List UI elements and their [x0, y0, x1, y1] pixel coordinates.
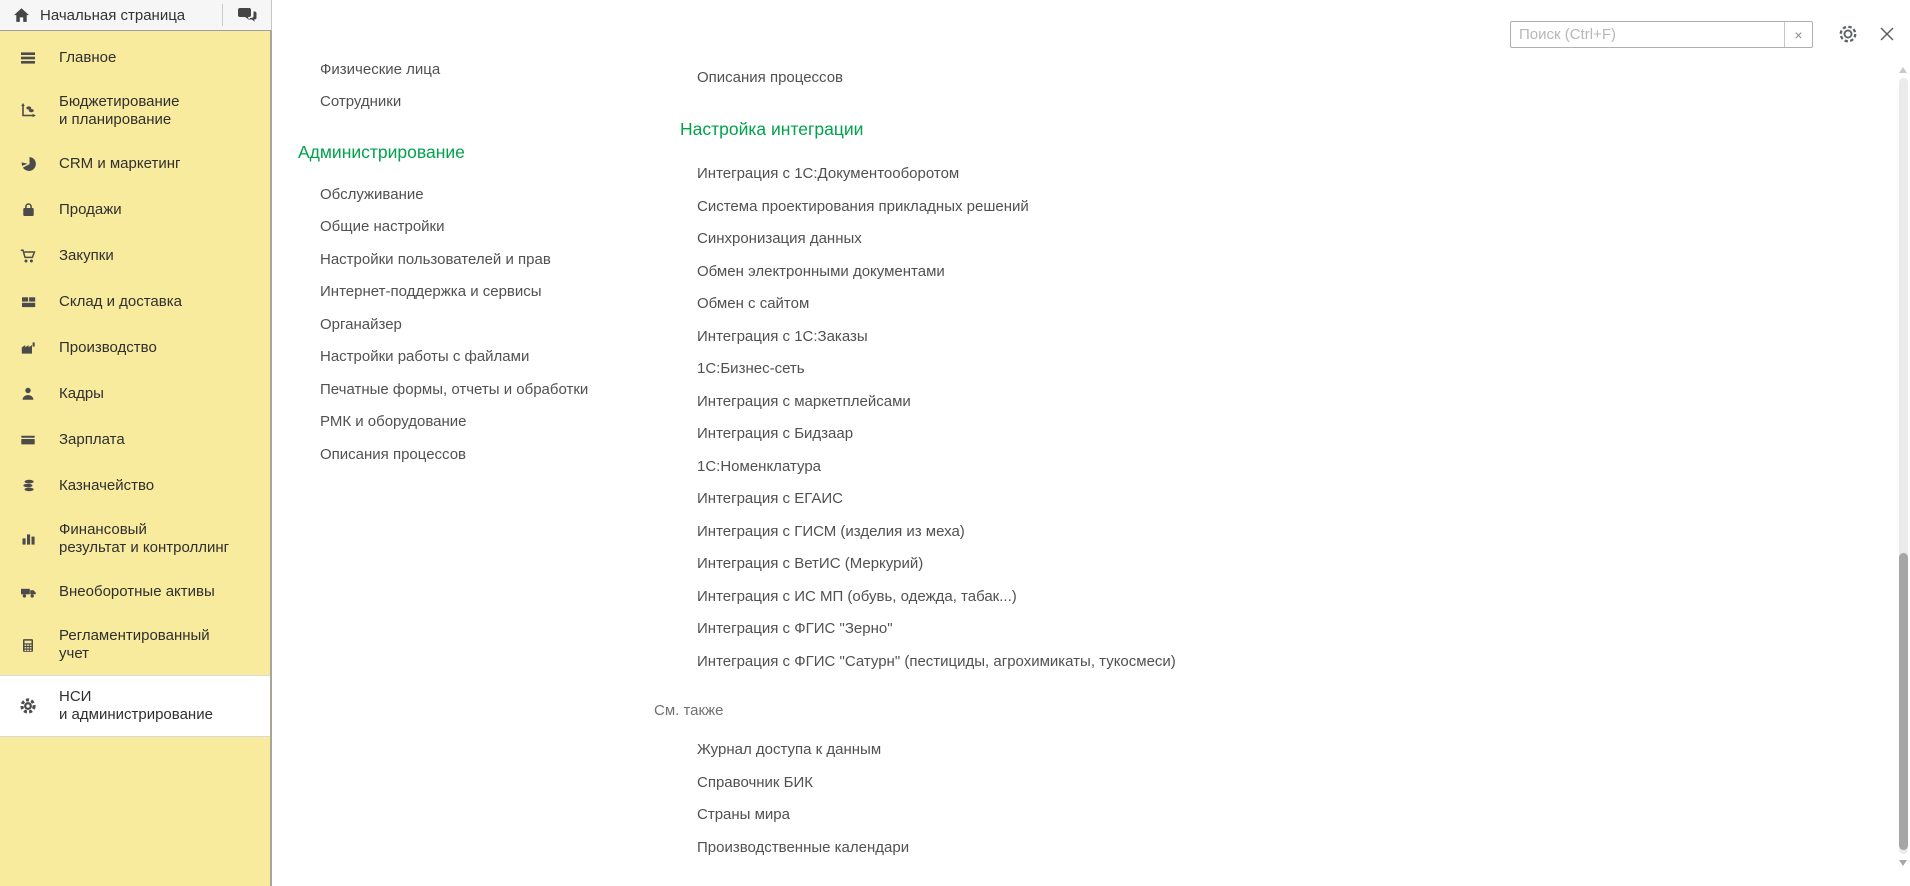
sidebar-item-fixed-assets[interactable] — [0, 569, 270, 615]
coins-icon — [16, 478, 40, 494]
menu-item[interactable]: Интеграция с 1С:Заказы — [697, 327, 868, 345]
menu-item[interactable]: Описания процессов — [320, 445, 467, 463]
menu-item[interactable]: Общие настройки — [320, 218, 445, 236]
sidebar-item-financial-result-controlling[interactable] — [0, 509, 270, 569]
menu-item[interactable]: Настройки пользователей и прав — [320, 250, 551, 268]
settings-gear-button[interactable] — [1833, 20, 1863, 48]
sidebar-item-label: Закупки — [59, 247, 114, 264]
search-clear-button[interactable]: × — [1784, 22, 1812, 47]
sidebar-item-warehouse-delivery[interactable] — [0, 279, 270, 325]
warehouse-icon — [16, 294, 40, 310]
person-icon — [16, 386, 40, 402]
column-integration — [654, 61, 1634, 864]
sidebar-item-label: Зарплата — [59, 431, 125, 448]
gear-outline-icon — [1837, 23, 1859, 45]
menu-item[interactable]: Обмен с сайтом — [697, 295, 810, 313]
menu-item[interactable]: Интеграция с ФГИС "Сатурн" (пестициды, агрохимикаты, тукосмеси) — [697, 652, 1176, 670]
menu-item[interactable]: 1С:Номенклатура — [697, 457, 822, 475]
menu-search-box — [1510, 21, 1813, 48]
cart-icon — [16, 248, 40, 264]
sidebar-item-label: Продажи — [59, 201, 122, 218]
menu-item[interactable]: Справочник БИК — [697, 773, 814, 791]
sidebar-item-main[interactable] — [0, 35, 270, 81]
menu-item[interactable]: Физические лица — [320, 60, 441, 78]
sidebar-item-label: Финансовый результат и контроллинг — [59, 521, 230, 556]
menu-item[interactable]: РМК и оборудование — [320, 413, 467, 431]
sidebar-item-regulated-accounting[interactable] — [0, 615, 270, 675]
menu-item[interactable]: 1С:Бизнес-сеть — [697, 360, 805, 378]
pie-chart-icon — [16, 156, 40, 172]
sidebar-item-hr[interactable] — [0, 371, 270, 417]
menu-item[interactable]: Интеграция с Бидзаар — [697, 425, 854, 443]
menu-item[interactable]: Интернет-поддержка и сервисы — [320, 283, 542, 301]
menu-item[interactable]: Интеграция с ЕГАИС — [697, 490, 843, 508]
menu-item[interactable]: Обмен электронными документами — [697, 262, 945, 280]
sidebar-item-label: Внеоборотные активы — [59, 583, 215, 600]
menu-item[interactable]: Настройки работы с файлами — [320, 348, 530, 366]
menu-item[interactable]: Интеграция с ФГИС "Зерно" — [697, 620, 893, 638]
sidebar-item-label: Регламентированный учет — [59, 627, 210, 662]
scroll-up-arrow[interactable] — [1899, 67, 1907, 73]
menu-item[interactable]: Интеграция с ВетИС (Меркурий) — [697, 555, 924, 573]
sections-panel — [0, 31, 272, 886]
truck-icon — [16, 584, 40, 600]
sidebar-item-label: Бюджетирование и планирование — [59, 93, 180, 128]
menu-item[interactable]: Интеграция с ГИСМ (изделия из меха) — [697, 522, 965, 540]
sidebar-item-label: Главное — [59, 49, 117, 66]
menu-item[interactable]: Журнал доступа к данным — [697, 741, 882, 759]
sidebar-item-label: Кадры — [59, 385, 104, 402]
search-input[interactable] — [1511, 22, 1784, 47]
sidebar-item-sales[interactable] — [0, 187, 270, 233]
scrollbar-thumb[interactable] — [1899, 553, 1908, 850]
planning-icon — [16, 103, 40, 119]
menu-item[interactable]: Описания процессов — [697, 68, 844, 86]
shopping-bag-icon — [16, 202, 40, 218]
section-header: Настройка интеграции — [680, 119, 864, 139]
column-administration — [296, 53, 636, 471]
sidebar-item-label: Склад и доставка — [59, 293, 182, 310]
gear-icon — [16, 697, 40, 715]
menu-item[interactable]: Интеграция с маркетплейсами — [697, 392, 911, 410]
card-icon — [16, 432, 40, 448]
sidebar-item-treasury[interactable] — [0, 463, 270, 509]
home-icon — [13, 7, 30, 24]
scroll-down-arrow[interactable] — [1899, 860, 1907, 866]
close-menu-button[interactable] — [1872, 20, 1902, 48]
sidebar-item-label: CRM и маркетинг — [59, 155, 181, 172]
sidebar-item-label: Казначейство — [59, 477, 155, 494]
factory-icon — [16, 340, 40, 356]
menu-item[interactable]: Интеграция с ИС МП (обувь, одежда, табак...) — [697, 587, 1017, 605]
close-icon — [1879, 26, 1895, 42]
menu-item[interactable]: Синхронизация данных — [697, 230, 862, 248]
calculator-icon — [16, 637, 40, 654]
sidebar-item-payroll[interactable] — [0, 417, 270, 463]
sidebar-item-label: Производство — [59, 339, 157, 356]
sidebar-item-production[interactable] — [0, 325, 270, 371]
chat-icon — [237, 7, 257, 24]
tab-bar — [0, 0, 272, 31]
menu-item[interactable]: Сотрудники — [320, 93, 402, 111]
menu-item[interactable]: Органайзер — [320, 315, 402, 333]
menu-item[interactable]: Печатные формы, отчеты и обработки — [320, 380, 589, 398]
sidebar-item-purchasing[interactable] — [0, 233, 270, 279]
discussions-button[interactable] — [223, 0, 271, 30]
sidebar-item-nsi-administration[interactable] — [0, 675, 270, 737]
menu-item[interactable]: Страны мира — [697, 806, 790, 824]
menu-icon — [16, 50, 40, 66]
start-page-content — [272, 0, 1910, 886]
bar-chart-icon — [16, 531, 40, 547]
menu-item[interactable]: Система проектирования прикладных решений — [697, 197, 1029, 215]
sidebar-item-label: НСИ и администрирование — [59, 688, 213, 723]
tab-home-label: Начальная страница — [40, 6, 186, 24]
menu-item[interactable]: Интеграция с 1С:Документооборотом — [697, 165, 960, 183]
sidebar-item-budgeting-planning[interactable] — [0, 81, 270, 141]
sidebar-item-crm-marketing[interactable] — [0, 141, 270, 187]
menu-item[interactable]: Производственные календари — [697, 838, 910, 856]
see-also-header: См. также — [654, 701, 724, 719]
section-header: Администрирование — [298, 141, 465, 162]
menu-item[interactable]: Обслуживание — [320, 185, 424, 203]
